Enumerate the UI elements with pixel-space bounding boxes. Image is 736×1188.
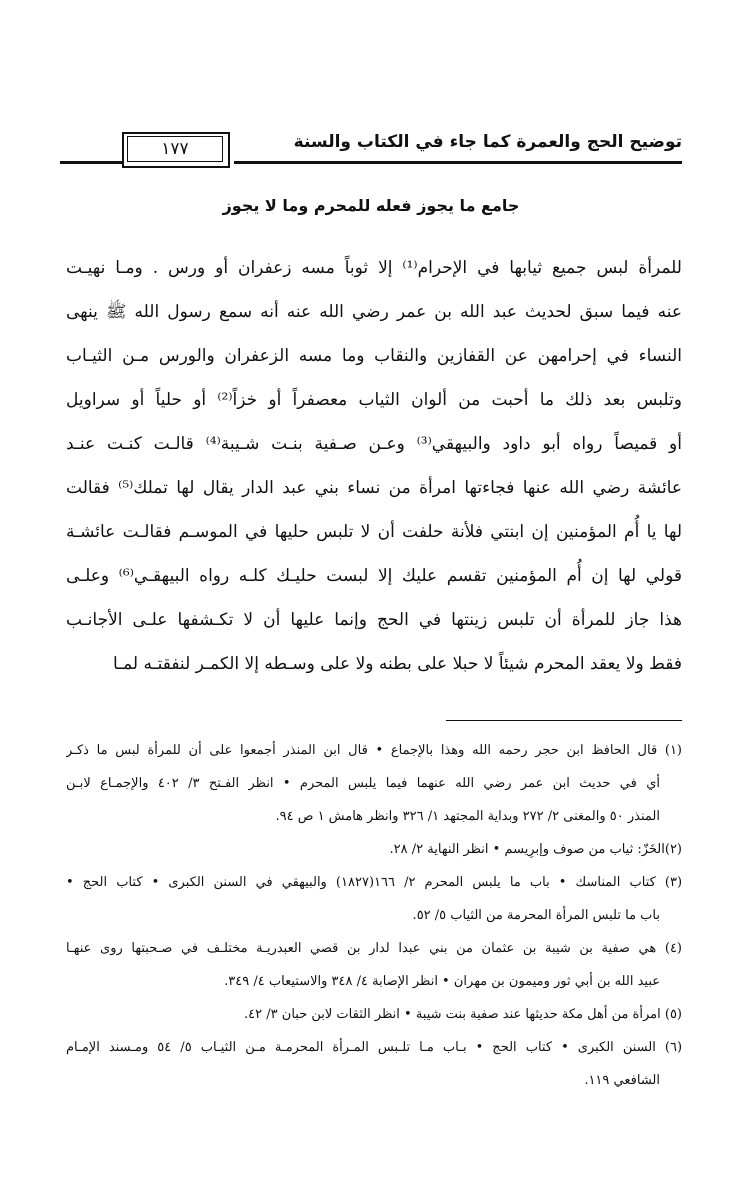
footnote-line: أي في حديث ابن عمر رضي الله عنهما فيما يلبس المحرم • انظر الفـتح ٣/ ٤٠٢ والإجمـاع لابـن: [66, 776, 660, 791]
body-line: قولي لها إن أُم المؤمنين تقسم عليك إلا لبست حليـك كلـه رواه البيهقـي⁽⁶⁾ وعلـى: [66, 566, 682, 586]
header-rule-left: [60, 161, 122, 164]
body-line: لها يا أُم المؤمنين إن ابنتي فلأنة حلفت أن لا تلبس حليها في الموسـم فقالـت عائشـة: [66, 522, 682, 542]
body-line: للمرأة لبس جميع ثيابها في الإحرام⁽¹⁾ إلا ثوباً مسه زعفران أو ورس . ومـا نهيـت: [66, 258, 682, 278]
footnote-line: الشافعي ١١٩.: [584, 1073, 660, 1088]
page-header: [60, 128, 682, 172]
page-number-box: [122, 132, 230, 166]
body-line: فقط ولا يعقد المحرم شيئاً لا حبلا على بطنه ولا على وسـطه إلا الكمـر لنفقتـه لمـا: [112, 654, 682, 674]
footnote-line: (١) قال الحافظ ابن حجر رحمه الله وهذا بالإجماع • قال ابن المنذر أجمعوا على أن للمرأة لبس ما ذكـر: [66, 743, 682, 758]
footnote-line: (٤) هي صفية بن شيبة بن عثمان من بني عبدا لدار بن قصي العبدريـة مختلـف في صـحبتها روى عنهـا: [66, 941, 682, 956]
header-rule: [234, 161, 682, 164]
footnotes: [66, 734, 682, 1097]
footnote-line: (٦) السنن الكبرى • كتاب الحج • بـاب مـا تلـبس المـرأة المحرمـة مـن الثيـاب ٥/ ٥٤ ومـسند الإمـام: [66, 1040, 682, 1055]
body-line: هذا جاز للمرأة أن تلبس زينتها في الحج وإنما عليها أن لا تكـشفها علـى الأجانـب: [66, 610, 682, 630]
section-title: جامع ما يجوز فعله للمحرم وما لا يجوز: [222, 196, 520, 215]
body-text: [66, 246, 682, 686]
footnote-line: (٥) امرأة من أهل مكة حديثها عند صفية بنت شيبة • انظر الثقات لابن حبان ٣/ ٤٢.: [244, 1007, 682, 1022]
body-line: النساء في إحرامهن عن القفازين والنقاب وما مسه الزعفران والورس مـن الثيـاب: [66, 346, 682, 366]
body-line: عائشة رضي الله عنها فجاءتها امرأة من نساء بني عبد الدار يقال لها تملك⁽⁵⁾ فقالت: [66, 478, 682, 498]
footnote-line: باب ما تلبس المرأة المحرمة من الثياب ٥/ ٥٢.: [412, 908, 660, 923]
footnote-rule: [446, 720, 682, 721]
body-line: عنه فيما سبق لحديث عبد الله بن عمر رضي الله عنه أنه سمع رسول الله ﷺ ينهى: [66, 302, 682, 322]
body-line: أو قميصاً رواه أبو داود والبيهقي⁽³⁾ وعـن صـفية بنـت شـيبة⁽⁴⁾ قالـت كنـت عنـد: [66, 434, 682, 454]
page-number: ١٧٧: [127, 136, 223, 162]
footnote-line: (٢)الخَزّ: ثياب من صوف وإبرِيسم • انظر النهاية ٢/ ٢٨.: [389, 842, 682, 857]
footnote-line: عبيد الله بن أبي ثور وميمون بن مهران • انظر الإصابة ٤/ ٣٤٨ والاستيعاب ٤/ ٣٤٩.: [224, 974, 660, 989]
footnote-line: (٣) كتاب المناسك • باب ما يلبس المحرم ٢/ ١٦٦(١٨٢٧) والبيهقي في السنن الكبرى • كتاب الحج •: [66, 875, 682, 890]
body-line: وتلبس بعد ذلك ما أحبت من ألوان الثياب معصفراً أو خزاً⁽²⁾ أو حلياً أو سراويل: [66, 390, 682, 410]
running-title: توضيح الحج والعمرة كما جاء في الكتاب والسنة: [293, 132, 682, 152]
footnote-line: المنذر ٥٠ والمغنى ٢/ ٢٧٢ وبداية المجتهد ١/ ٣٢٦ وانظر هامش ١ ص ٩٤.: [275, 809, 660, 824]
